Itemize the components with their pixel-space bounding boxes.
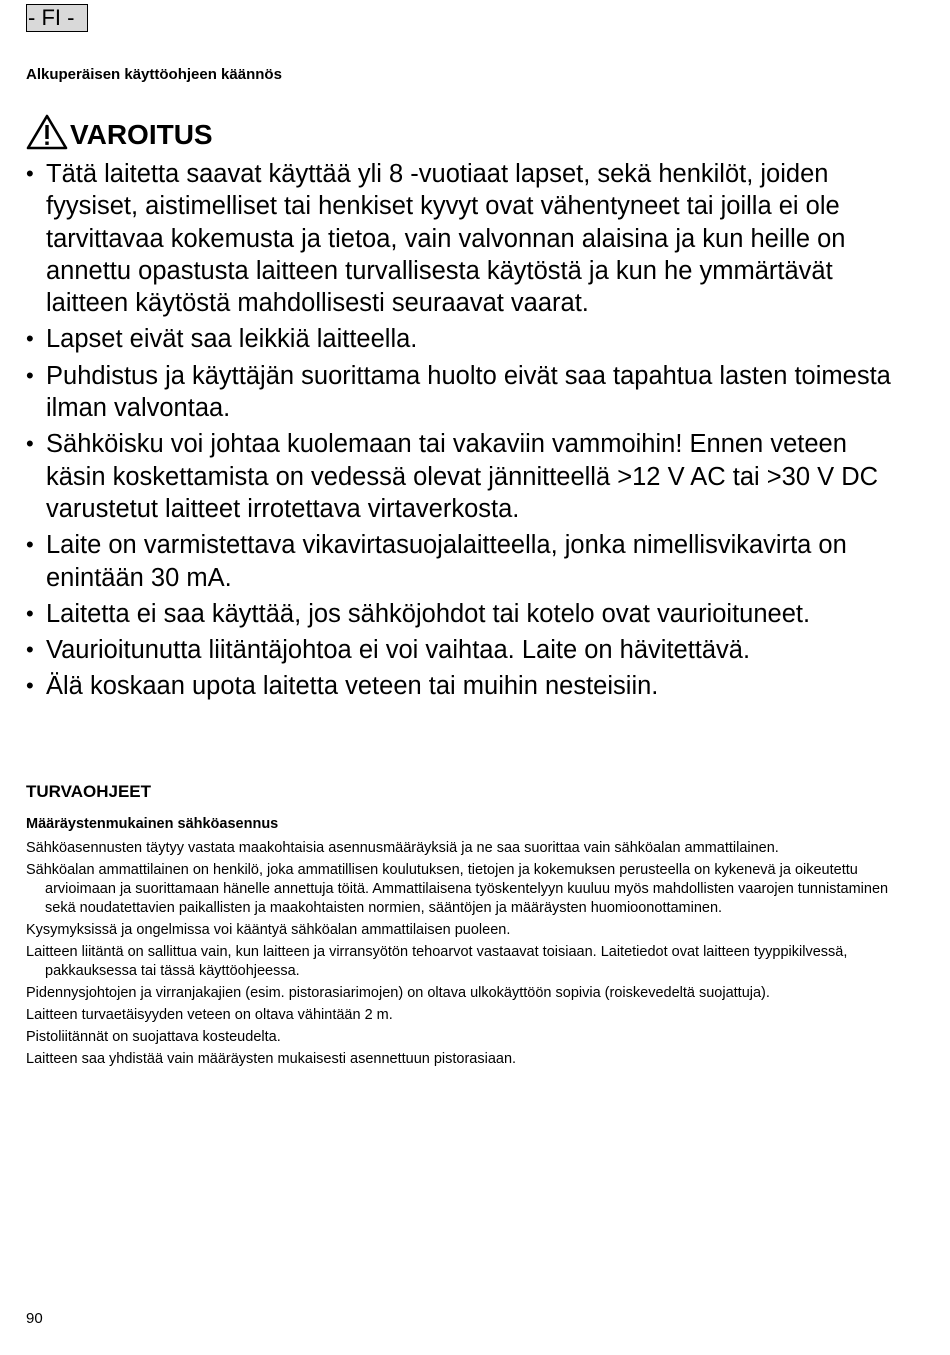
warning-item-text: Puhdistus ja käyttäjän suorittama huolto eivät saa tapahtua lasten toimesta ilman valvontaa. — [46, 361, 891, 423]
warning-title: VAROITUS — [70, 119, 213, 150]
warning-item-text: Sähköisku voi johtaa kuolemaan tai vakaviin vammoihin! Ennen veteen käsin koskettamista on vedessä olevat jännitteellä >12 V AC tai >30 V DC varustetut laitteet irrotettava virtaverkosta. — [46, 430, 879, 523]
warning-item-text: Älä koskaan upota laitetta veteen tai muihin nesteisiin. — [46, 672, 659, 701]
warning-item — [26, 323, 896, 355]
warning-item — [26, 529, 896, 594]
warning-item — [26, 158, 896, 319]
bullet-icon: • — [26, 362, 34, 388]
warning-item-text: Vaurioitunutta liitäntäjohtoa ei voi vaihtaa. Laite on hävitettävä. — [46, 636, 751, 665]
warning-item-text: Laitetta ei saa käyttää, jos sähköjohdot tai kotelo ovat vaurioituneet. — [46, 599, 811, 628]
safety-paragraph: Laitteen saa yhdistää vain määräysten mukaisesti asennettuun pistorasiaan. — [26, 1051, 517, 1067]
safety-paragraph: Pidennysjohtojen ja virranjakajien (esim. pistorasiarimojen) on oltava ulkokäyttöön sopivia (roiskevedeltä suojattuja). — [26, 985, 770, 1001]
bullet-icon: • — [26, 600, 34, 626]
bullet-icon: • — [26, 326, 34, 352]
safety-section — [26, 782, 896, 1072]
page-number: 90 — [26, 1310, 43, 1327]
safety-paragraph: Sähköasennusten täytyy vastata maakohtaisia asennusmääräyksiä ja ne saa suorittaa vain sähköalan ammattilainen. — [26, 840, 779, 856]
safety-paragraph: Pistoliitännät on suojattava kosteudelta. — [26, 1029, 281, 1045]
bullet-icon: • — [26, 161, 34, 186]
warning-heading — [26, 110, 213, 150]
bullet-icon: • — [26, 637, 34, 663]
language-tag: - FI - — [26, 4, 88, 32]
warning-list — [26, 158, 896, 707]
document-subtitle: Alkuperäisen käyttöohjeen käännös — [26, 66, 282, 83]
bullet-icon: • — [26, 431, 34, 457]
bullet-icon: • — [26, 673, 34, 699]
bullet-icon: • — [26, 532, 34, 558]
warning-item-text: Laite on varmistettava vikavirtasuojalaitteella, jonka nimellisvikavirta on enintään 30 mA. — [46, 531, 847, 592]
safety-paragraph: Laitteen liitäntä on sallittua vain, kun laitteen ja virransyötön tehoarvot vastaavat toisiaan. Laitetiedot ovat laitteen tyyppikilvessä, pakkauksessa tai tässä käyttöohjeessa. — [26, 944, 848, 979]
warning-item — [26, 634, 896, 666]
safety-title: TURVAOHJEET — [26, 782, 152, 801]
warning-item-text: Lapset eivät saa leikkiä laitteella. — [46, 325, 418, 354]
warning-item — [26, 360, 896, 425]
warning-item — [26, 670, 896, 702]
safety-subtitle: Määräystenmukainen sähköasennus — [26, 816, 279, 832]
warning-item — [26, 598, 896, 630]
safety-paragraph: Sähköalan ammattilainen on henkilö, joka ammatillisen koulutuksen, tietojen ja kokemuksen perusteella on kykenevä ja oikeutettu arvioimaan ja suorittamaan hänelle annettuja töitä. Ammattilaisena työskentelyyn kuuluu myös mahdollisten vaarojen tunnistaminen sekä noudatettavien paikallisten ja maakohtaisten normien, sääntöjen ja määräysten huomioonottaminen. — [26, 862, 889, 916]
safety-paragraph: Laitteen turvaetäisyyden veteen on oltava vähintään 2 m. — [26, 1007, 393, 1023]
warning-item-text: Tätä laitetta saavat käyttää yli 8 -vuotiaat lapset, sekä henkilöt, joiden fyysiset, aistimelliset tai henkiset kyvyt ovat vähentyneet tai joilla ei ole tarvittavaa kokemusta ja tietoa, vain valvonnan alaisina ja kun heille on annettu opastusta laitteen turvallisesta käytöstä ja kun he ymmärtävät laitteen käytöstä mahdollisesti seuraavat vaarat. — [46, 160, 846, 318]
safety-paragraph: Kysymyksissä ja ongelmissa voi kääntyä sähköalan ammattilaisen puoleen. — [26, 922, 511, 938]
warning-item — [26, 428, 896, 525]
warning-triangle-icon — [26, 114, 68, 150]
